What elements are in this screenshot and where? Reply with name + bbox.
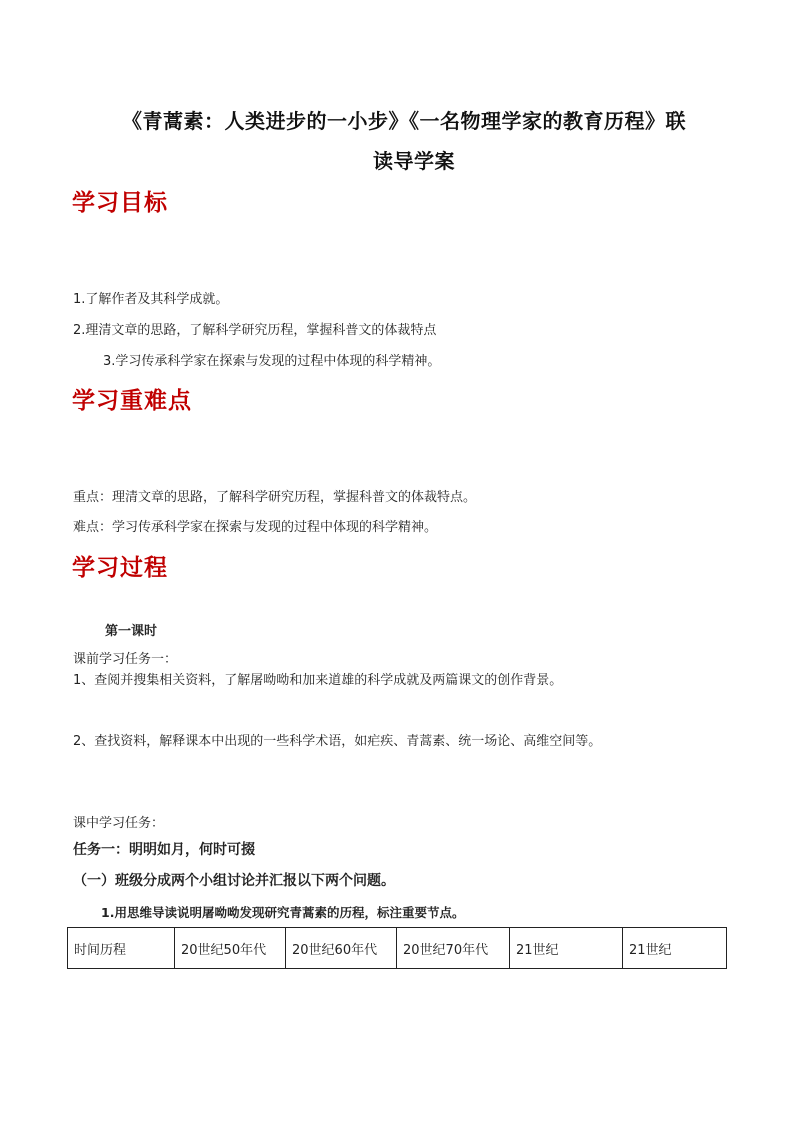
goal-item-3: 3.学习传承科学家在探索与发现的过程中体现的科学精神。: [103, 354, 441, 369]
in-class-title: 课中学习任务：: [73, 816, 165, 831]
table-cell: 时间历程: [68, 928, 175, 969]
table-cell: 20世纪50年代: [175, 928, 286, 969]
section-heading-process: 学习过程: [72, 554, 168, 581]
timeline-table: [67, 927, 727, 969]
task-1-title: 任务一：明明如月，何时可掇: [73, 842, 255, 858]
table-cell: 20世纪70年代: [397, 928, 510, 969]
section-heading-goals: 学习目标: [72, 189, 168, 216]
goal-item-1: 1.了解作者及其科学成就。: [73, 292, 229, 307]
document-title: [122, 101, 732, 181]
pre-task-1: 1、查阅并搜集相关资料，了解屠呦呦和加来道雄的科学成就及两篇课文的创作背景。: [73, 673, 563, 688]
lesson-label: 第一课时: [105, 624, 158, 639]
table-row: [68, 928, 727, 969]
pre-task-2: 2、查找资料，解释课本中出现的一些科学术语，如疟疾、青蒿素、统一场论、高维空间等。: [73, 734, 602, 749]
table-cell: 20世纪60年代: [286, 928, 397, 969]
goal-item-2: 2.理清文章的思路，了解科学研究历程，掌握科普文的体裁特点: [73, 323, 437, 338]
table-cell: 21世纪: [623, 928, 727, 969]
task-1-subtitle: （一）班级分成两个小组讨论并汇报以下两个问题。: [73, 873, 395, 889]
key-point-focus: 重点：理清文章的思路，了解科学研究历程，掌握科普文的体裁特点。: [73, 490, 477, 505]
title-line-1: 《青蒿素：人类进步的一小步》《一名物理学家的教育历程》联: [122, 109, 686, 133]
section-heading-key-points: 学习重难点: [72, 387, 192, 414]
pre-class-title: 课前学习任务一：: [73, 652, 178, 667]
key-point-difficulty: 难点：学习传承科学家在探索与发现的过程中体现的科学精神。: [73, 520, 438, 535]
table-cell: 21世纪: [510, 928, 623, 969]
task-1-question-1: 1.用思维导读说明屠呦呦发现研究青蒿素的历程，标注重要节点。: [101, 905, 465, 920]
title-line-2: 读导学案: [373, 149, 455, 173]
